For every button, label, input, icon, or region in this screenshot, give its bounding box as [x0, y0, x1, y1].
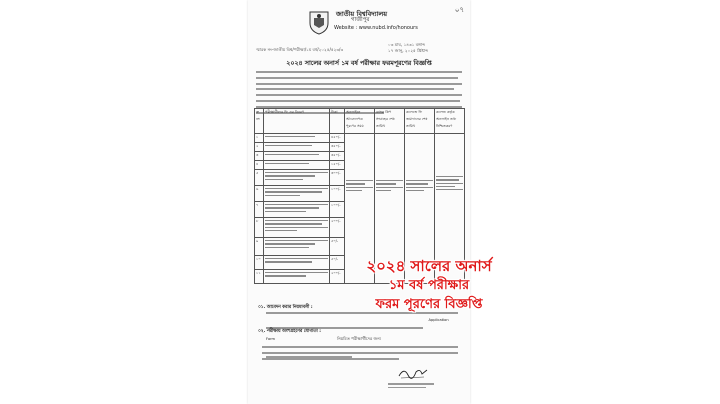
notice-page	[248, 0, 470, 404]
red-overlay-caption	[341, 257, 517, 314]
fee-description	[264, 218, 330, 238]
date-bangla: ০৩ মাঘ, ১৪৩১ বঙ্গাব্দ	[388, 42, 426, 47]
row-number: ৬	[255, 186, 264, 202]
notice-title: ২০২৪ সালের অনার্স ১ম বর্ষ পরীক্ষার ফরমপূরণের বিজ্ঞপ্তি	[286, 60, 432, 67]
university-logo-icon	[308, 9, 330, 35]
fee-description	[264, 186, 330, 202]
fee-amount: ১৫০/-	[330, 161, 345, 170]
section-eligibility-heading: ০২. পরীক্ষায় অংশগ্রহণের যোগ্যতা :	[258, 329, 321, 334]
fee-amount: ৪৫০/-	[330, 134, 345, 143]
row-number: ৪	[255, 161, 264, 170]
fee-amount: ২০০/-	[330, 270, 345, 284]
row-number: ৮	[255, 218, 264, 238]
issue-date	[388, 42, 428, 54]
overlay-line-2: ১ম বর্ষ পরীক্ষার	[388, 278, 470, 293]
fee-amount: ৩৫০/-	[330, 152, 345, 161]
fee-description	[264, 143, 330, 152]
fee-amount: ১০০/-	[330, 202, 345, 218]
memo-number: স্মারক নং-জাতীয় বিশ্ব/পরীক্ষা/১ম বর্ষ/২০২৫/৫২৩/৩	[256, 47, 344, 52]
university-name: জাতীয় বিশ্ববিদ্যালয়	[336, 10, 388, 18]
fee-description	[264, 202, 330, 218]
table-header-row	[255, 109, 465, 134]
table-header: কলেজে ফি জমাদানের শেষ তারিখ	[405, 109, 435, 134]
row-number: ৯	[255, 238, 264, 256]
fee-amount: ৩৫০/-	[330, 143, 345, 152]
fee-description	[264, 270, 330, 284]
table-header: কলেজ কর্তৃক অনলাইন তথ্য নিশ্চিতকরণ	[435, 109, 465, 134]
row-number: ৭	[255, 202, 264, 218]
section-apply-heading: ০১. আবেদন করার নিয়মাবলী :	[258, 305, 313, 310]
university-city: গাজীপুর	[351, 17, 370, 23]
row-number: ৫	[255, 170, 264, 186]
row-number: ২	[255, 143, 264, 152]
fee-amount: ৩০০/-	[330, 170, 345, 186]
fee-description	[264, 161, 330, 170]
fee-description	[264, 152, 330, 161]
row-number: ১০	[255, 256, 264, 270]
table-header: ক্র নং	[255, 109, 264, 134]
row-number: ১১	[255, 270, 264, 284]
signatory-lines	[388, 383, 434, 392]
fee-amount: ১০০/-	[330, 186, 345, 202]
fee-description	[264, 256, 330, 270]
fee-amount: ৫০/-	[330, 256, 345, 270]
application-form-note: Application Form	[266, 317, 449, 341]
table-row	[255, 134, 465, 143]
fee-amount: ২০০/-	[330, 218, 345, 238]
date-english: ১৭ জানু, ২০২৫ খ্রিষ্টাব্দ	[388, 48, 429, 53]
table-header: ব্যাংক স্লিপ সংগ্রহের শেষ তারিখ	[375, 109, 405, 134]
overlay-line-1: ২০২৪ সালের অনার্স	[366, 257, 492, 275]
eligibility-paragraph	[262, 346, 458, 363]
regular-examinees-heading: নিয়মিত পরীক্ষার্থীদের জন্য	[337, 336, 381, 341]
fee-amount: ৫০/-	[330, 238, 345, 256]
fee-description	[264, 170, 330, 186]
row-number: ১	[255, 134, 264, 143]
fee-description	[264, 238, 330, 256]
table-header: টাকা	[330, 109, 345, 134]
row-number: ৩	[255, 152, 264, 161]
table-header: অনলাইনে আবেদনপত্র পূরণের সময়	[345, 109, 375, 134]
overlay-line-3: ফরম পূরণের বিজ্ঞপ্তি	[375, 297, 483, 312]
fee-description	[264, 134, 330, 143]
signature	[398, 366, 428, 380]
table-header: পরীক্ষার্থীদের ফি এর বিবরণ	[264, 109, 330, 134]
university-website: Website : www.nubd.info/honours	[334, 25, 418, 31]
page-number: ০৭	[454, 6, 464, 14]
